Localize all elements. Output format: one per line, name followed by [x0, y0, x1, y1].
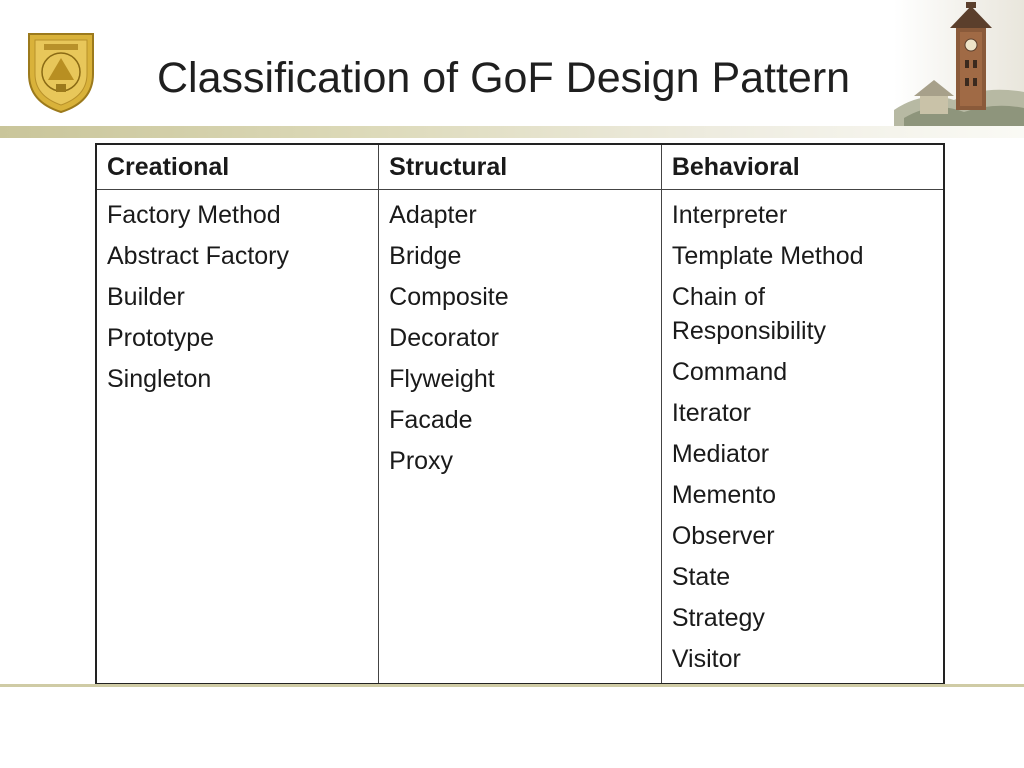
list-item: Decorator — [389, 324, 499, 352]
list-item: Chain of Responsibility — [671, 283, 827, 345]
list-item: Bridge — [389, 242, 462, 270]
list-item: Strategy — [671, 604, 765, 632]
list-item: Factory Method — [107, 201, 281, 229]
footer-divider — [0, 684, 1024, 687]
header-divider — [0, 126, 1024, 138]
list-item: Observer — [671, 522, 775, 550]
list-item: Facade — [389, 406, 473, 434]
list-item: Prototype — [107, 324, 215, 352]
list-item: Abstract Factory — [107, 242, 289, 270]
table-header-row — [96, 144, 944, 190]
column-header-creational: Creational — [96, 144, 379, 190]
creational-cell — [96, 190, 379, 685]
list-item: Proxy — [389, 447, 454, 475]
list-item: Template Method — [671, 242, 864, 270]
list-item: Composite — [389, 283, 509, 311]
list-item: Singleton — [107, 365, 212, 393]
creational-list — [107, 198, 368, 396]
list-item: Visitor — [671, 645, 741, 673]
column-header-structural: Structural — [379, 144, 662, 190]
list-item: Mediator — [671, 440, 770, 468]
university-crest-icon — [26, 28, 96, 114]
clock-tower-image — [894, 0, 1024, 130]
column-header-behavioral: Behavioral — [661, 144, 944, 190]
list-item: Command — [671, 358, 788, 386]
list-item: Adapter — [389, 201, 477, 229]
table-row — [96, 190, 944, 685]
list-item: Flyweight — [389, 365, 495, 393]
list-item: Builder — [107, 283, 185, 311]
structural-cell — [379, 190, 662, 685]
list-item: Iterator — [671, 399, 752, 427]
list-item: State — [671, 563, 731, 591]
behavioral-cell — [661, 190, 944, 685]
slide-title: Classification of GoF Design Pattern — [157, 54, 851, 102]
behavioral-list — [672, 198, 933, 676]
list-item: Memento — [671, 481, 777, 509]
pattern-classification-table — [95, 143, 945, 685]
list-item: Interpreter — [671, 201, 788, 229]
structural-list — [389, 198, 651, 478]
